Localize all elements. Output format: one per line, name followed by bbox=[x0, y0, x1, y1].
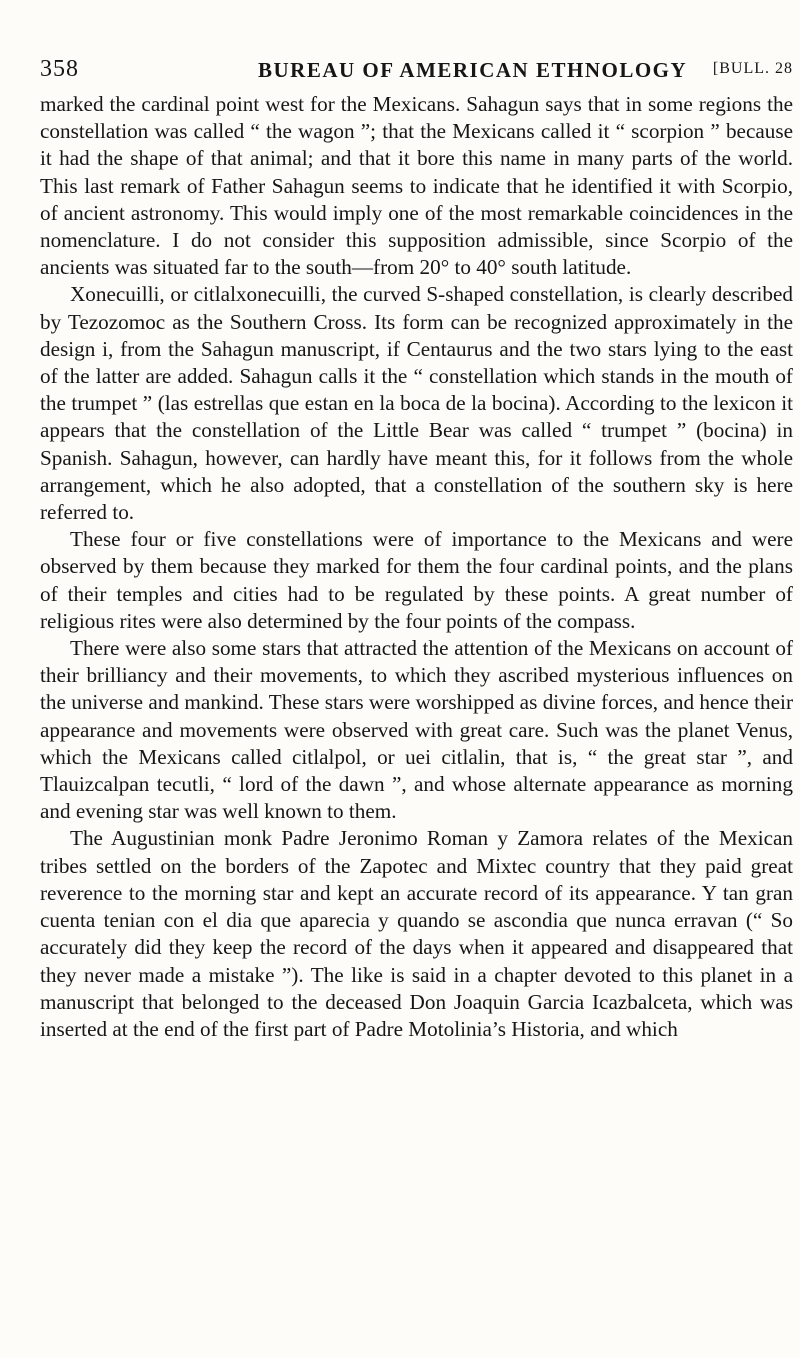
page-header bbox=[40, 48, 793, 86]
paragraph-4: There were also some stars that attracted the attention of the Mexicans on account of their brilliancy and their movements, to which they ascribed mysterious influences on the universe and mankind. These stars were worshipped as divine forces, and hence their appearance and movements were observed with great care. Such was the planet Venus, which the Mexicans called citlalpol, or uei citlalin, that is, “ the great star ”, and Tlauizcalpan tecutli, “ lord of the dawn ”, and whose alternate appearance as morning and evening star was well known to them. bbox=[40, 636, 793, 824]
document-page bbox=[40, 48, 793, 1043]
paragraph-3: These four or five constellations were of importance to the Mexicans and were observed by them because they marked for them the four cardinal points, and the plans of their temples and cities had to be regulated by these points. A great number of religious rites were also determined by the four points of the compass. bbox=[40, 527, 793, 633]
running-title: BUREAU OF AMERICAN ETHNOLOGY bbox=[258, 58, 688, 82]
page-number: 358 bbox=[40, 56, 79, 82]
bulletin-reference: [BULL. 28 bbox=[712, 60, 793, 77]
body-text bbox=[40, 91, 793, 1043]
paragraph-2: Xonecuilli, or citlalxonecuilli, the curved S-shaped constellation, is clearly described by Tezozomoc as the Southern Cross. Its form can be recognized approximately in the design i, from the Sahagun manuscript, if Centaurus and the two stars lying to the east of the latter are added. Sahagun calls it the “ constellation which stands in the mouth of the trumpet ” (las estrellas que estan en la boca de la bocina). According to the lexicon it appears that the constellation of the Little Bear was called “ trumpet ” (bocina) in Spanish. Sahagun, however, can hardly have meant this, for it follows from the whole arrangement, which he also adopted, that a constellation of the southern sky is here referred to. bbox=[40, 282, 793, 525]
paragraph-1: marked the cardinal point west for the Mexicans. Sahagun says that in some regions the constellation was called “ the wagon ”; that the Mexicans called it “ scorpion ” because it had the shape of that animal; and that it bore this name in many parts of the world. This last remark of Father Sahagun seems to indicate that he identified it with Scorpio, of ancient astronomy. This would imply one of the most remarkable coincidences in the nomenclature. I do not consider this supposition admissible, since Scorpio of the ancients was situated far to the south—from 20° to 40° south latitude. bbox=[40, 92, 793, 280]
paragraph-5: The Augustinian monk Padre Jeronimo Roman y Zamora relates of the Mexican tribes settled on the borders of the Zapotec and Mixtec country that they paid great reverence to the morning star and kept an accurate record of its appearance. Y tan gran cuenta tenian con el dia que aparecia y quando se ascondia que nunca erravan (“ So accurately did they keep the record of the days when it appeared and disappeared that they never made a mistake ”). The like is said in a chapter devoted to this planet in a manuscript that belonged to the deceased Don Joaquin Garcia Icazbalceta, which was inserted at the end of the first part of Padre Motolinia’s Historia, and which bbox=[40, 826, 793, 1041]
